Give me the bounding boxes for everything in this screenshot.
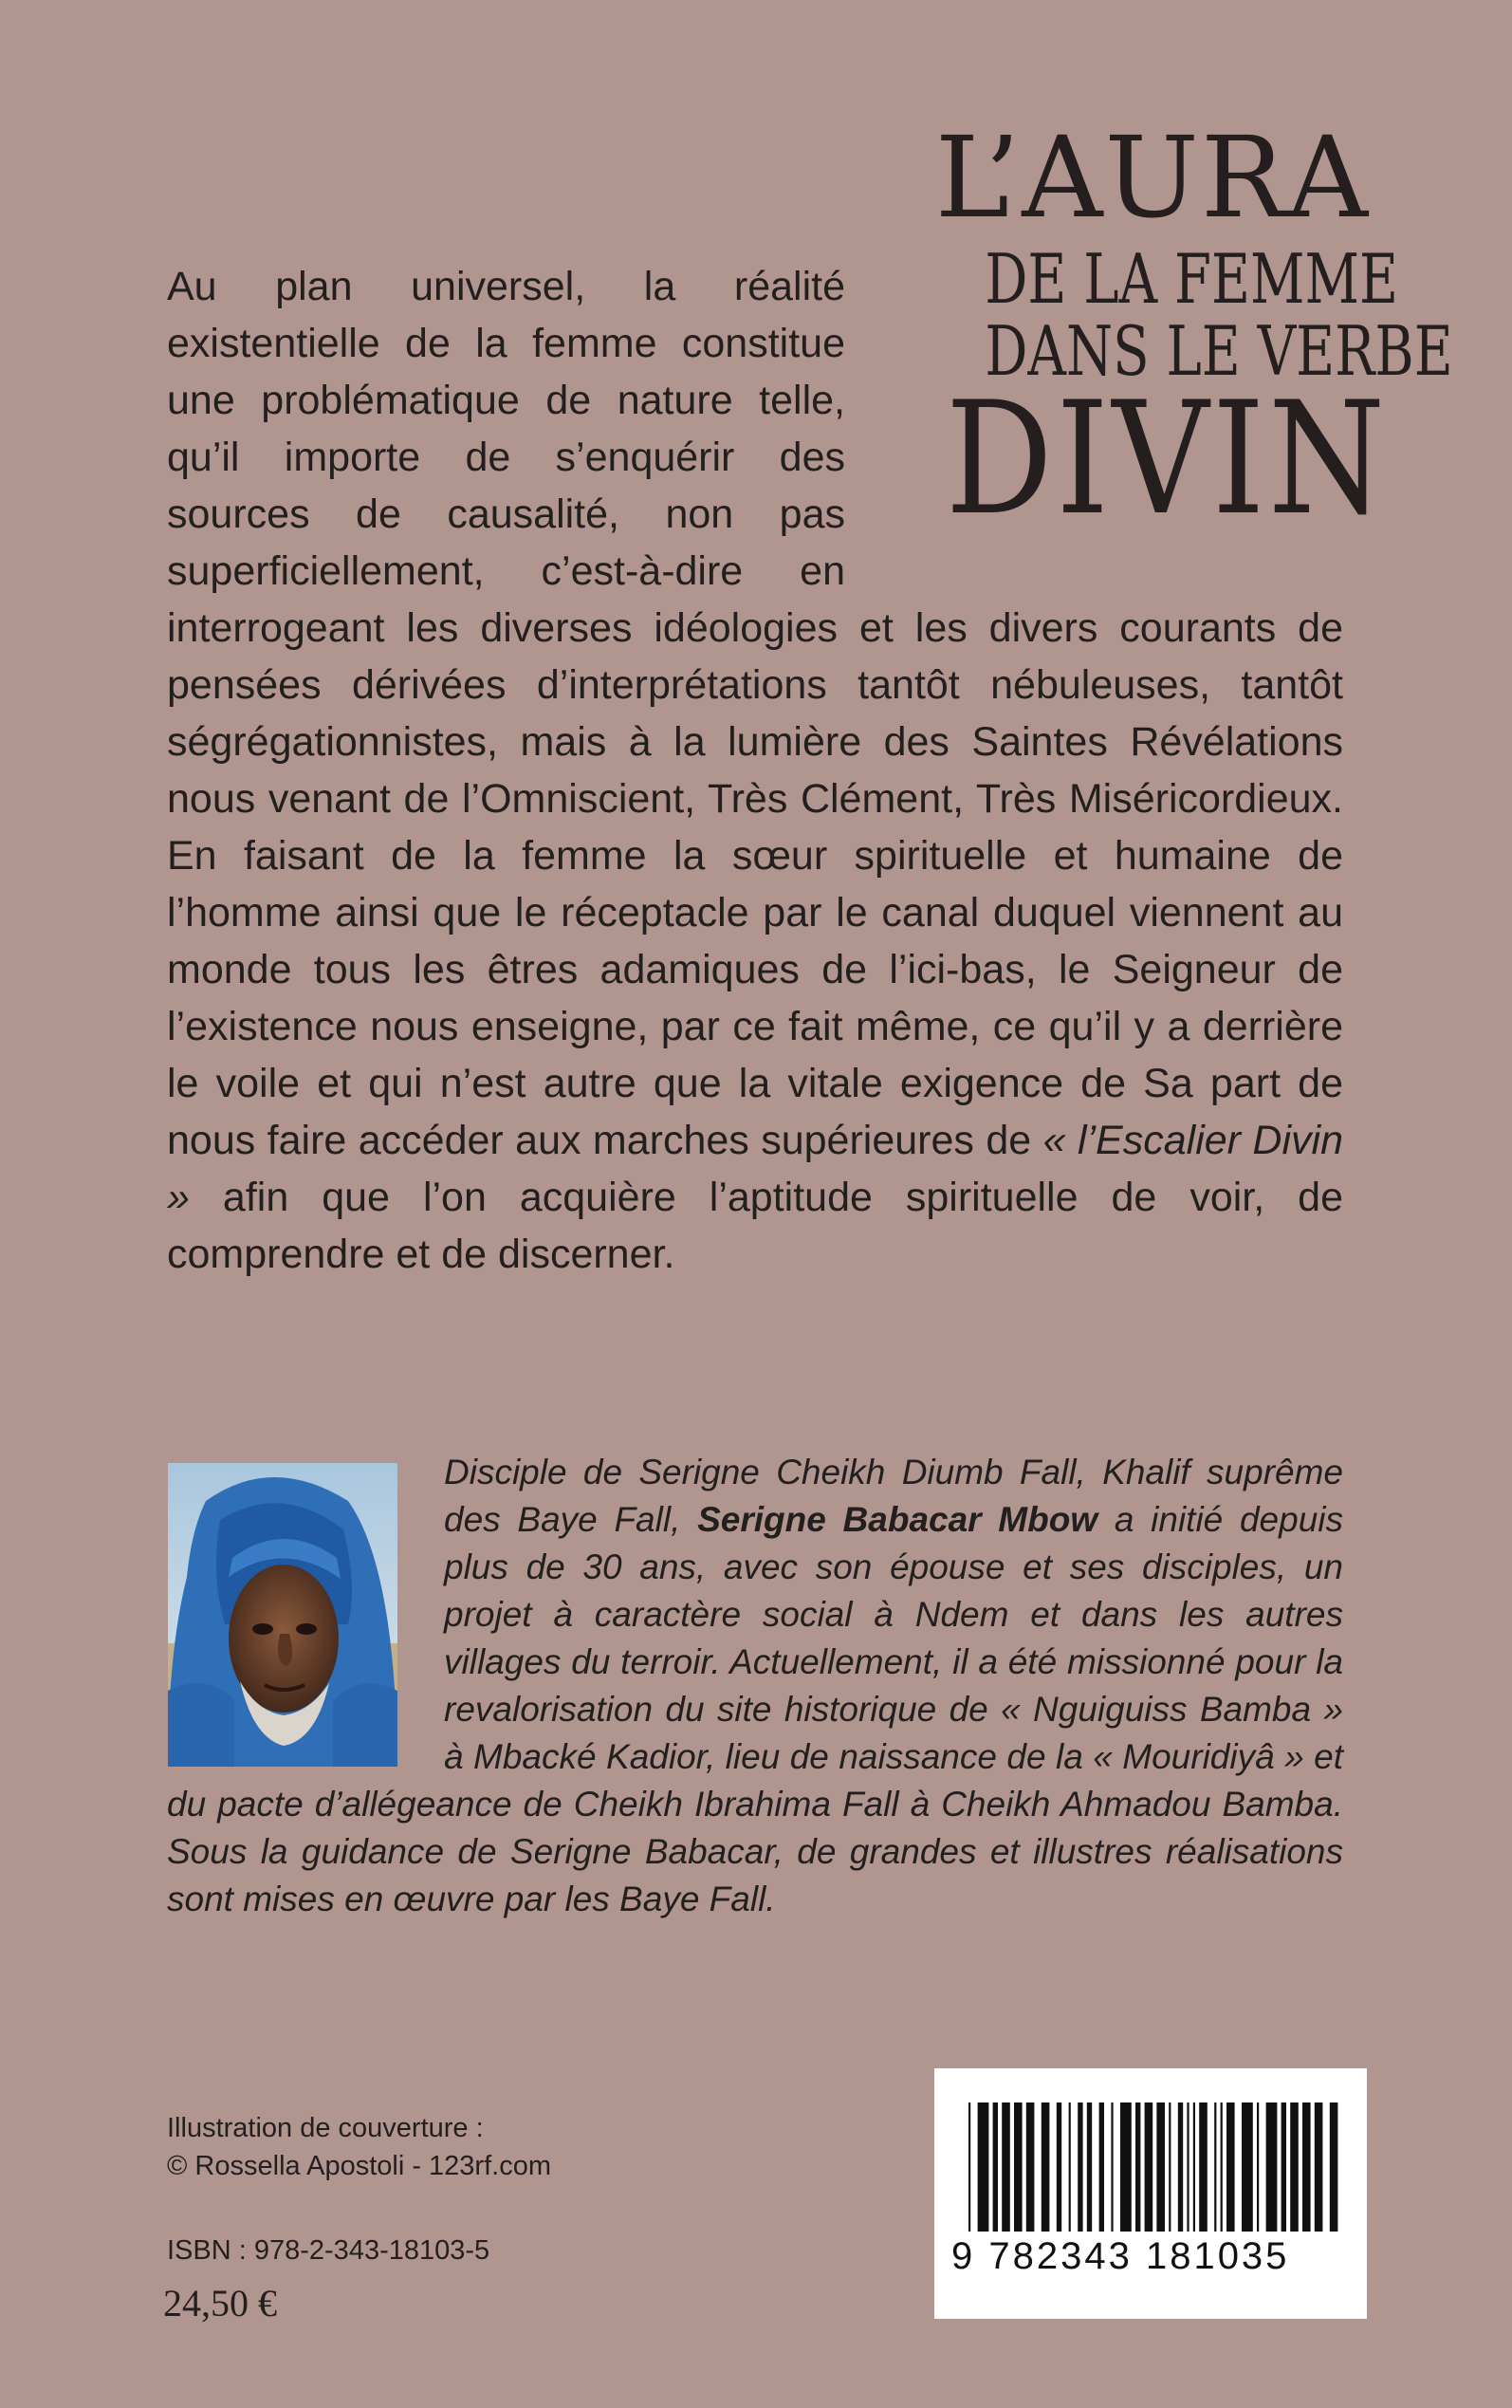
barcode-bar [1214,2102,1216,2232]
title-line-4: DIVIN [945,368,1389,549]
barcode-digits: 9 782343 181035 [951,2235,1290,2277]
bio-part-1: Disciple de Serigne Cheikh Diumb Fall, Khalif suprême des Baye Fall, [444,1453,1343,1539]
barcode-bar [1302,2102,1311,2232]
barcode-bar [1169,2102,1171,2232]
barcode-bar [1156,2102,1165,2232]
book-summary [167,258,1343,1283]
barcode-bar [1099,2102,1104,2232]
bio-author-name: Serigne Babacar Mbow [697,1500,1098,1539]
isbn: ISBN : 978-2-343-18103-5 [167,2235,490,2266]
barcode-bar [993,2102,998,2232]
title-line-1: L’AURA [934,112,1370,243]
barcode-bar [1145,2102,1153,2232]
barcode-bar [1026,2102,1035,2232]
barcode-bar [1315,2102,1323,2232]
barcode-bar [1266,2102,1278,2232]
barcode-bar [1330,2102,1338,2232]
summary-part-2: afin que l’on acquière l’aptitude spirituelle de voir, de comprendre et de discerner. [167,1175,1343,1277]
summary-quote: « l’Escalier Divin » [167,1118,1343,1220]
barcode-bar [1002,2102,1010,2232]
barcode-bar [1135,2102,1140,2232]
barcode-bar [1221,2102,1223,2232]
barcode-bar [1257,2102,1259,2232]
barcode-bar [1111,2102,1113,2232]
title-line-2: DE LA FEMME [985,239,1398,319]
barcode-bar [1178,2102,1183,2232]
price: 24,50 € [163,2282,277,2325]
credits-line-1: Illustration de couverture : [167,2113,484,2143]
barcode-bar [1014,2102,1023,2232]
barcode-bars [961,2102,1340,2232]
barcode-bar [1226,2102,1235,2232]
cover-credits [167,2109,551,2185]
barcode-bar [978,2102,989,2232]
barcode-bar [968,2102,970,2232]
barcode-bar [1078,2102,1082,2232]
barcode-bar [1199,2102,1208,2232]
barcode-bar [1193,2102,1195,2232]
barcode-bar [1290,2102,1299,2232]
barcode-bar [1282,2102,1286,2232]
bio-part-2: a initié depuis plus de 30 ans, avec son épouse et ses disciples, un projet à caractère social à Ndem et dans les autres villages du terroir. Actuellement, il a été missionné pour la revalorisation du site historique de « Nguiguiss Bamba » à Mbacké Kadior, lieu de naissance de la « Mouridiyâ » et du pacte d’allégeance de Cheikh Ibrahima Fall à Cheikh Ahmadou Bamba. Sous la guidance de Serigne Babacar, de grandes et illustres réalisations sont mises en œuvre par les Baye Fall. [167,1500,1344,1918]
barcode [934,2068,1367,2319]
barcode-bar [1042,2102,1050,2232]
summary-part-1: Au plan universel, la réalité existentielle de la femme constitue une problématique de nature telle, qu’il importe de s’enquérir des sources de causalité, non pas superficiellement, c’est-à-dire en interrogeant les diverses idéologies et les divers courants de pensées dérivées d’interprétations tantôt nébuleuses, tantôt ségrégationnistes, mais à la lumière des Saintes Révélations nous venant de l’Omniscient, Très Clément, Très Miséricordieux. En faisant de la femme la sœur spirituelle et humaine de l’homme ainsi que le réceptacle par le canal duquel viennent au monde tous les êtres adamiques de l’ici-bas, le Seigneur de l’existence nous enseigne, par ce fait même, ce qu’il y a derrière le voile et qui n’est autre que la vitale exigence de Sa part de nous faire accéder aux marches supérieures de [167,264,1343,1163]
barcode-bar [1069,2102,1071,2232]
barcode-bar [1057,2102,1061,2232]
barcode-bar [1242,2102,1253,2232]
barcode-bar [1187,2102,1189,2232]
title-line-3: DANS LE VERBE [985,311,1453,391]
barcode-bar [1120,2102,1132,2232]
barcode-bar [1087,2102,1092,2232]
credits-line-2: © Rossella Apostoli - 123rf.com [167,2151,551,2181]
author-bio [167,1449,1343,1923]
